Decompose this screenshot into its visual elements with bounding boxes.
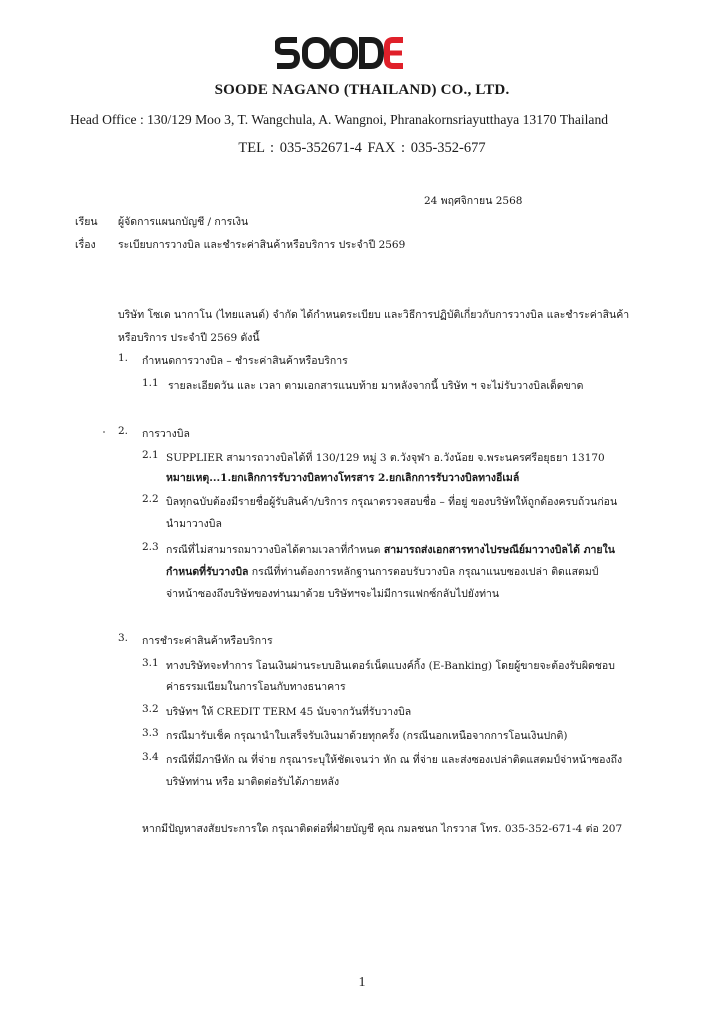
sec2-item3-line1-plain: กรณีที่ไม่สามารถมาวางบิลได้ตามเวลาที่กำหนด — [166, 544, 384, 556]
to-value: ผู้จัดการแผนกบัญชี / การเงิน — [118, 216, 249, 228]
page-number: 1 — [358, 975, 366, 990]
sec1-number: 1. — [118, 352, 129, 364]
closing-contact: หากมีปัญหาสงสัยประการใด กรุณาติดต่อที่ฝ่ายบัญชี คุณ กมลชนก ไกรวาส โทร. 035-352-671-4 ต่อ 207 — [142, 823, 623, 835]
sec3-item4-line2: บริษัทท่าน หรือ มาติดต่อรับได้ภายหลัง — [166, 776, 340, 788]
sec2-item3-line2-bold: กำหนดที่รับวางบิล — [166, 566, 249, 578]
sec2-item2-number: 2.2 — [142, 493, 159, 505]
letter-date: 24 พฤศจิกายน 2568 — [424, 195, 523, 207]
sec2-item2-line1: บิลทุกฉบับต้องมีรายชื่อผู้รับสินค้า/บริการ กรุณาตรวจสอบชื่อ – ที่อยู่ ของบริษัทให้ถูกต้องครบถ้วนก่อน — [166, 496, 618, 508]
sec2-title: การวางบิล — [142, 428, 190, 440]
sec3-item2-text: บริษัทฯ ให้ CREDIT TERM 45 นับจากวันที่รับวางบิล — [166, 706, 412, 718]
subject-label: เรื่อง — [75, 239, 96, 251]
sec3-item4-line1: กรณีที่มีภาษีหัก ณ ที่จ่าย กรุณาระบุให้ชัดเจนว่า หัก ณ ที่จ่าย และส่งซองเปล่าติดแสตมป์จ่าหน้าซองถึง — [166, 754, 623, 766]
sec2-item3-line3: จ่าหน้าซองถึงบริษัทของท่านมาด้วย บริษัทฯจะไม่มีการแฟกซ์กลับไปยังท่าน — [166, 588, 500, 600]
company-address: Head Office : 130/129 Moo 3, T. Wangchula, A. Wangnoi, Phranakornsriayutthaya 13170 Thailand — [70, 112, 609, 127]
to-label: เรียน — [75, 216, 98, 228]
subject-value: ระเบียบการวางบิล และชำระค่าสินค้าหรือบริการ ประจำปี 2569 — [118, 239, 406, 251]
intro-line-2: หรือบริการ ประจำปี 2569 ดังนี้ — [118, 332, 260, 344]
sec2-item3-line2-plain: กรณีที่ท่านต้องการหลักฐานการตอบรับวางบิล กรุณาแนบซองเปล่า ติดแสตมป์ — [248, 566, 599, 578]
sec3-item1-line1: ทางบริษัทจะทำการ โอนเงินผ่านระบบอินเตอร์เน็ตแบงค์กิ้ง (E-Banking) โดยผู้ขายจะต้องรับผิดชอบ — [166, 660, 615, 672]
sec3-item1-line2: ค่าธรรมเนียมในการโอนกับทางธนาคาร — [166, 681, 346, 693]
company-contact: TEL : 035-352671-4 FAX : 035-352-677 — [238, 140, 486, 156]
sec2-item3-line1-bold: สามารถส่งเอกสารทางไปรษณีย์มาวางบิลได้ ภายใน — [383, 544, 615, 556]
sec1-item1-text: รายละเอียดวัน และ เวลา ตามเอกสารแนบท้าย มาหลังจากนี้ บริษัท ฯ จะไม่รับวางบิลเด็ดขาด — [168, 380, 584, 392]
sec1-item1-number: 1.1 — [142, 377, 159, 389]
sec2-item1-note: หมายเหตุ...1.ยกเลิกการรับวางบิลทางโทรสาร 2.ยกเลิกการรับวางบิลทางอีเมล์ — [166, 472, 520, 484]
intro-line-1: บริษัท โซเด นากาโน (ไทยแลนด์) จำกัด ได้กำหนดระเบียบ และวิธีการปฏิบัติเกี่ยวกับการวางบิล และชำระค่าสินค้า — [118, 309, 630, 321]
sec2-item3-number: 2.3 — [142, 541, 159, 553]
sec2-item3-line2 — [166, 563, 598, 580]
sec3-title: การชำระค่าสินค้าหรือบริการ — [142, 635, 273, 647]
sec1-title: กำหนดการวางบิล – ชำระค่าสินค้าหรือบริการ — [142, 355, 348, 367]
sec3-item2-number: 3.2 — [142, 703, 159, 715]
sec2-item3-line1 — [166, 541, 615, 558]
sec3-item4-number: 3.4 — [142, 751, 159, 763]
company-logo — [275, 36, 405, 70]
company-name: SOODE NAGANO (THAILAND) CO., LTD. — [214, 82, 510, 98]
sec2-number: 2. — [118, 425, 129, 437]
sec3-item1-number: 3.1 — [142, 657, 159, 669]
sec2-item2-line2: นำมาวางบิล — [166, 518, 222, 530]
scan-speck — [103, 431, 105, 433]
sec2-item1-number: 2.1 — [142, 449, 159, 461]
sec2-item1-line1: SUPPLIER สามารถวางบิลได้ที่ 130/129 หมู่ 3 ต.วังจุฬา อ.วังน้อย จ.พระนครศรีอยุธยา 13170 — [166, 452, 605, 464]
sec3-item3-number: 3.3 — [142, 727, 159, 739]
sec3-number: 3. — [118, 632, 129, 644]
sec3-item3-text: กรณีมารับเช็ค กรุณานำใบเสร็จรับเงินมาด้วยทุกครั้ง (กรณีนอกเหนือจากการโอนเงินปกติ) — [166, 730, 568, 742]
